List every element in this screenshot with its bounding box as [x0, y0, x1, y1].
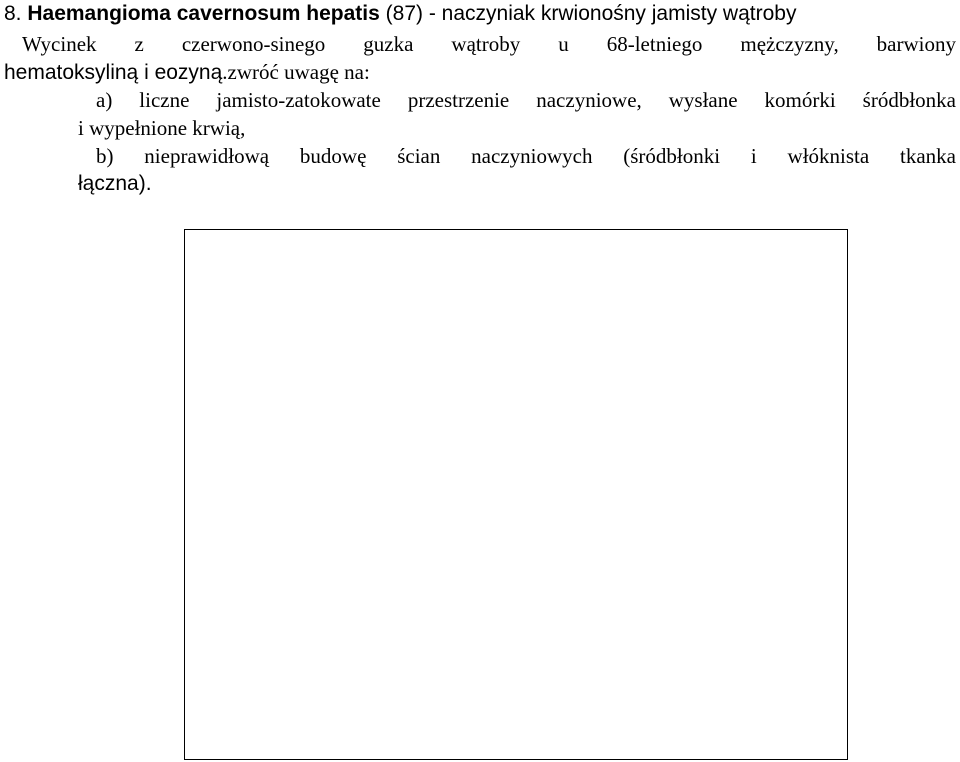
attention-prompt: .zwróć uwagę na: [222, 60, 370, 84]
list-item-a-line-2: i wypełnione krwią, [78, 116, 246, 140]
list-item-b-line-2: łączna). [78, 172, 152, 195]
list-item-a-line-1: a) liczne jamisto-zatokowate przestrzenie naczyniowe, wysłane komórki śródbłonka [96, 88, 956, 112]
stain-name: hematoksyliną i eozyną [4, 61, 223, 84]
section-title-polish: (87) - naczyniak krwionośny jamisty wątroby [379, 2, 797, 25]
section-number: 8. [4, 2, 22, 25]
section-title-latin: Haemangioma cavernosum hepatis [27, 2, 380, 25]
micrograph-placeholder [184, 229, 848, 760]
list-item-b-line-1: b) nieprawidłową budowę ścian naczyniowych (śródbłonki i włóknista tkanka [96, 144, 956, 168]
description-line-2 [4, 58, 370, 87]
section-heading [4, 0, 944, 28]
description-line-1: Wycinek z czerwono-sinego guzka wątroby u 68-letniego mężczyzny, barwiony [22, 32, 956, 56]
